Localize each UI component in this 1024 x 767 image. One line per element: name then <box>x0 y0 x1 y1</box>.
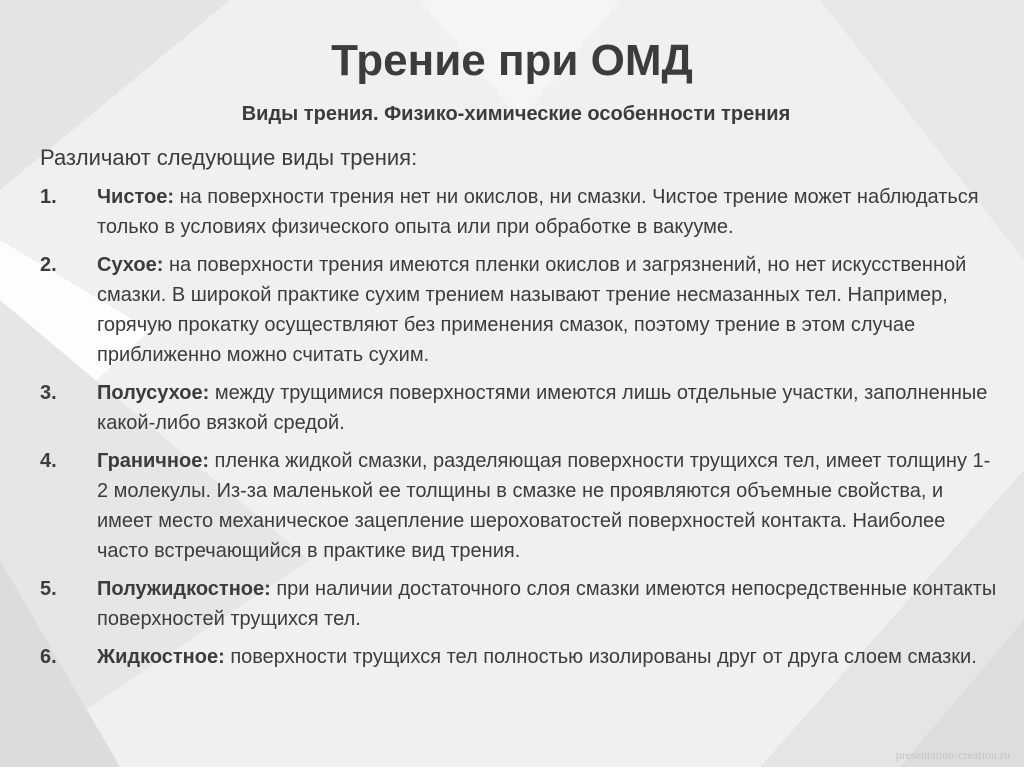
slide-subtitle: Виды трения. Физико-химические особенности трения <box>241 103 791 125</box>
item-description: поверхности трущихся тел полностью изолированы друг от друга слоем смазки. <box>224 646 977 668</box>
item-text <box>97 446 1000 566</box>
item-text <box>97 642 1000 672</box>
item-number: 5. <box>40 578 57 600</box>
list-item <box>40 574 1000 634</box>
item-term: Чистое: <box>97 186 175 208</box>
item-term: Полужидкостное: <box>97 578 271 600</box>
intro-text: Различают следующие виды трения: <box>40 145 418 170</box>
watermark: presentation-creation.ru <box>895 748 1010 762</box>
item-text <box>97 574 1000 634</box>
item-term: Полусухое: <box>97 382 210 404</box>
item-description: при наличии достаточного слоя смазки имеются непосредственные контакты поверхностей трущихся тел. <box>97 578 997 630</box>
item-number: 1. <box>40 186 57 208</box>
list-item <box>40 642 1000 672</box>
item-description: пленка жидкой смазки, разделяющая поверхности трущихся тел, имеет толщину 1-2 молекулы. Из-за маленькой ее толщины в смазке не проявляются объемные свойства, и имеет место механическое зацепление шероховатостей поверхностей контакта. Наиболее часто встречающийся в практике вид трения. <box>97 450 991 562</box>
item-description: на поверхности трения имеются пленки окислов и загрязнений, но нет искусственной смазки. В широкой практике сухим трением называют трение несмазанных тел. Например, горячую прокатку осуществляют без применения смазок, поэтому трение в этом случае приближенно можно считать сухим. <box>97 254 967 366</box>
item-term: Жидкостное: <box>97 646 225 668</box>
friction-types-list <box>40 182 1000 680</box>
item-number: 2. <box>40 254 57 276</box>
list-item <box>40 446 1000 566</box>
slide-title: Трение при ОМД <box>331 36 693 85</box>
item-number: 3. <box>40 382 57 404</box>
item-number: 4. <box>40 450 57 472</box>
item-term: Сухое: <box>97 254 164 276</box>
item-term: Граничное: <box>97 450 209 472</box>
list-item <box>40 378 1000 438</box>
item-text <box>97 378 1000 438</box>
item-text <box>97 250 1000 370</box>
list-item <box>40 250 1000 370</box>
item-description: на поверхности трения нет ни окислов, ни смазки. Чистое трение может наблюдаться только в условиях физического опыта или при обработке в вакууме. <box>97 186 979 238</box>
item-number: 6. <box>40 646 57 668</box>
item-description: между трущимися поверхностями имеются лишь отдельные участки, заполненные какой-либо вязкой средой. <box>97 382 988 434</box>
item-text <box>97 182 1000 242</box>
list-item <box>40 182 1000 242</box>
